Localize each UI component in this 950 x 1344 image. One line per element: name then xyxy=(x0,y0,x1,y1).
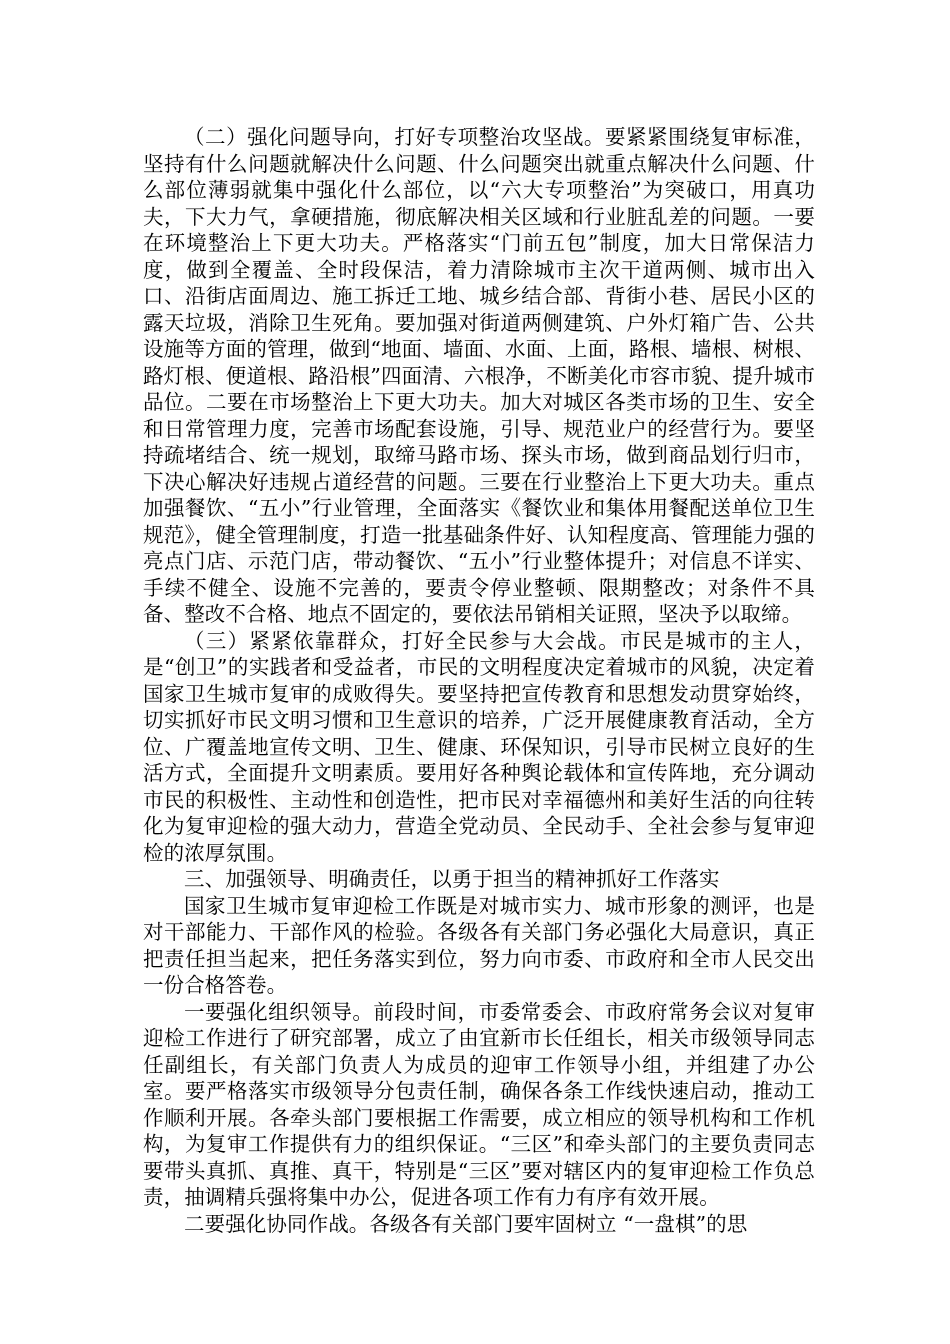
document-body xyxy=(143,124,815,1237)
paragraph-special-rectification: （二）强化问题导向，打好专项整治攻坚战。要紧紧围绕复审标准，坚持有什么问题就解决什么问题、什么问题突出就重点解决什么问题、什么部位薄弱就集中强化什么部位，以“六大专项整治”为突破口，用真功夫，下大力气，拿硬措施，彻底解决相关区域和行业脏乱差的问题。一要在环境整治上下更大功夫。严格落实“门前五包”制度，加大日常保洁力度，做到全覆盖、全时段保洁，着力清除城市主次干道两侧、城市出入口、沿街店面周边、施工拆迁工地、城乡结合部、背街小巷、居民小区的露天垃圾，消除卫生死角。要加强对街道两侧建筑、户外灯箱广告、公共设施等方面的管理，做到“地面、墙面、水面、上面，路根、墙根、树根、路灯根、便道根、路沿根”四面清、六根净，不断美化市容市貌、提升城市品位。二要在市场整治上下更大功夫。加大对城区各类市场的卫生、安全和日常管理力度，完善市场配套设施，引导、规范业户的经营行为。要坚持疏堵结合、统一规划，取缔马路市场、探头市场，做到商品划行归市，下决心解决好违规占道经营的问题。三要在行业整治上下更大功夫。重点加强餐饮、“五小”行业管理，全面落实《餐饮业和集体用餐配送单位卫生规范》，健全管理制度，打造一批基础条件好、认知程度高、管理能力强的亮点门店、示范门店，带动餐饮、“五小”行业整体提升；对信息不详实、手续不健全、设施不完善的，要责令停业整顿、限期整改；对条件不具备、整改不合格、地点不固定的，要依法吊销相关证照，坚决予以取缔。 xyxy=(143,125,815,626)
paragraph-review-significance: 国家卫生城市复审迎检工作既是对城市实力、城市形象的测评，也是对干部能力、干部作风的检验。各级各有关部门务必强化大局意识，真正把责任担当起来，把任务落实到位，努力向市委、市政府和全市人民交出一份合格答卷。 xyxy=(143,893,815,997)
section-heading-leadership: 三、加强领导、明确责任，以勇于担当的精神抓好工作落实 xyxy=(184,867,720,891)
paragraph-coordinated-operation: 二要强化协同作战。各级各有关部门要牢固树立 “一盘棋”的思 xyxy=(184,1211,748,1236)
paragraph-organizational-leadership: 一要强化组织领导。前段时间，市委常委会、市政府常务会议对复审迎检工作进行了研究部署，成立了由宜新市长任组长，相关市级领导同志任副组长，有关部门负责人为成员的迎审工作领导小组，并组建了办公室。要严格落实市级领导分包责任制，确保各条工作线快速启动，推动工作顺利开展。各牵头部门要根据工作需要，成立相应的领导机构和工作机构，为复审工作提供有力的组织保证。“三区”和牵头部门的主要负责同志要带头真抓、真推、真干，特别是“三区”要对辖区内的复审迎检工作负总责，抽调精兵强将集中办公，促进各项工作有力有序有效开展。 xyxy=(143,999,815,1209)
paragraph-public-participation: （三）紧紧依靠群众，打好全民参与大会战。市民是城市的主人，是“创卫”的实践者和受益者，市民的文明程度决定着城市的风貌，决定着国家卫生城市复审的成败得失。要坚持把宣传教育和思想发动贯穿始终，切实抓好市民文明习惯和卫生意识的培养，广泛开展健康教育活动，全方位、广覆盖地宣传文明、卫生、健康、环保知识，引导市民树立良好的生活方式，全面提升文明素质。要用好各种舆论载体和宣传阵地，充分调动市民的积极性、主动性和创造性，把市民对幸福德州和美好生活的向往转化为复审迎检的强大动力，营造全党动员、全民动手、全社会参与复审迎检的浓厚氛围。 xyxy=(143,628,815,865)
